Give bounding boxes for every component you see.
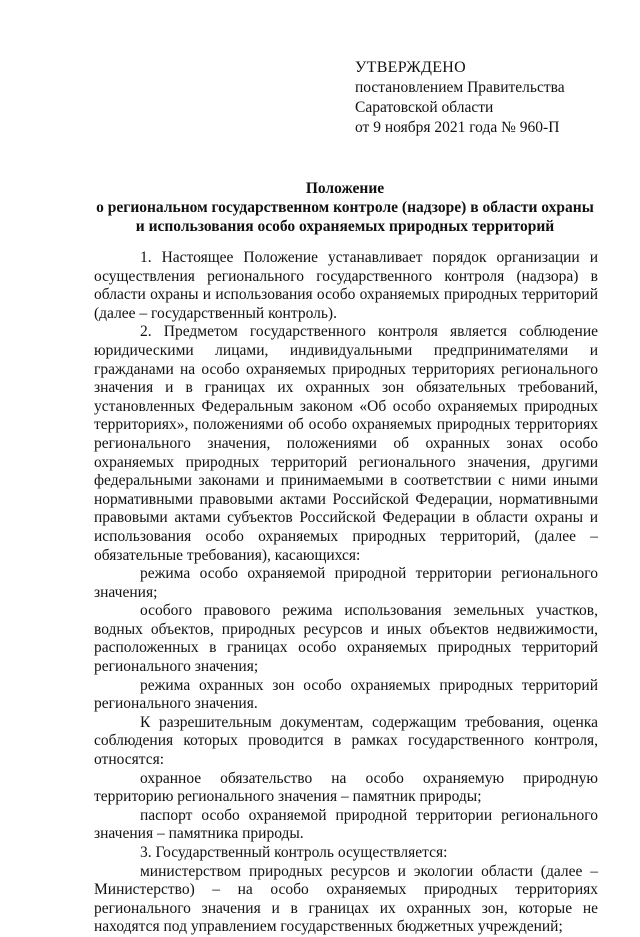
paragraph-5: режима охранных зон особо охраняемых природных территорий регионального значения. xyxy=(94,676,598,713)
title-line-3: и использования особо охраняемых природных территорий xyxy=(135,218,555,235)
approval-line-2: Саратовской области xyxy=(355,99,494,116)
approval-line-3: от 9 ноября 2021 года № 960-П xyxy=(355,119,560,136)
document-title xyxy=(90,179,600,236)
paragraph-3: режима особо охраняемой природной территории регионального значения; xyxy=(94,565,598,601)
paragraph-8: паспорт особо охраняемой природной территории регионального значения – памятника природы. xyxy=(94,806,598,843)
document-body xyxy=(94,249,598,937)
paragraph-2: 2. Предметом государственного контроля является соблюдение юридическими лицами, индивидуальными предпринимателями и гражданами на особо охраняемых природных территориях регионального значения и в границах их охранных зон обязательных требований, установленных Федеральным законом «Об особо охраняемых природных территориях», положениями об особо охраняемых природных территориях регионального значения, положениями об охранных зонах особо охраняемых природных территорий регионального значения, другими федеральными законами и принимаемыми в соответствии с ними иными нормативными правовыми актами Российской Федерации, нормативными правовыми актами субъектов Российской Федерации в области охраны и использования особо охраняемых природных территорий, (далее – обязательные требования), касающихся: xyxy=(94,323,598,564)
paragraph-4: особого правового режима использования земельных участков, водных объектов, природных ресурсов и иных объектов недвижимости, расположенных в границах особо охраняемых природных территорий регионального значения; xyxy=(94,602,598,676)
approval-heading: УТВЕРЖДЕНО xyxy=(355,59,467,76)
paragraph-9: 3. Государственный контроль осуществляется: xyxy=(140,844,448,861)
title-line-2: о региональном государственном контроле (надзоре) в области охраны xyxy=(96,199,594,216)
paragraph-1: 1. Настоящее Положение устанавливает порядок организации и осуществления регионального государственного контроля (надзора) в области охраны и использования особо охраняемых природных территорий (далее – государственный контроль). xyxy=(94,249,598,322)
paragraph-7: охранное обязательство на особо охраняемую природную территорию регионального значения – памятник природы; xyxy=(94,769,598,806)
approval-line-1: постановлением Правительства xyxy=(355,79,565,96)
paragraph-6: К разрешительным документам, содержащим требования, оценка соблюдения которых проводится в рамках государственного контроля, относятся: xyxy=(94,713,598,769)
approval-stamp xyxy=(355,58,625,138)
paragraph-10: министерством природных ресурсов и экологии области (далее – Министерство) – на особо охраняемых природных территориях регионального значения и в границах их охранных зон, которые не находятся под управлением государственных бюджетных учреждений; xyxy=(94,862,598,936)
title-line-1: Положение xyxy=(305,180,385,197)
